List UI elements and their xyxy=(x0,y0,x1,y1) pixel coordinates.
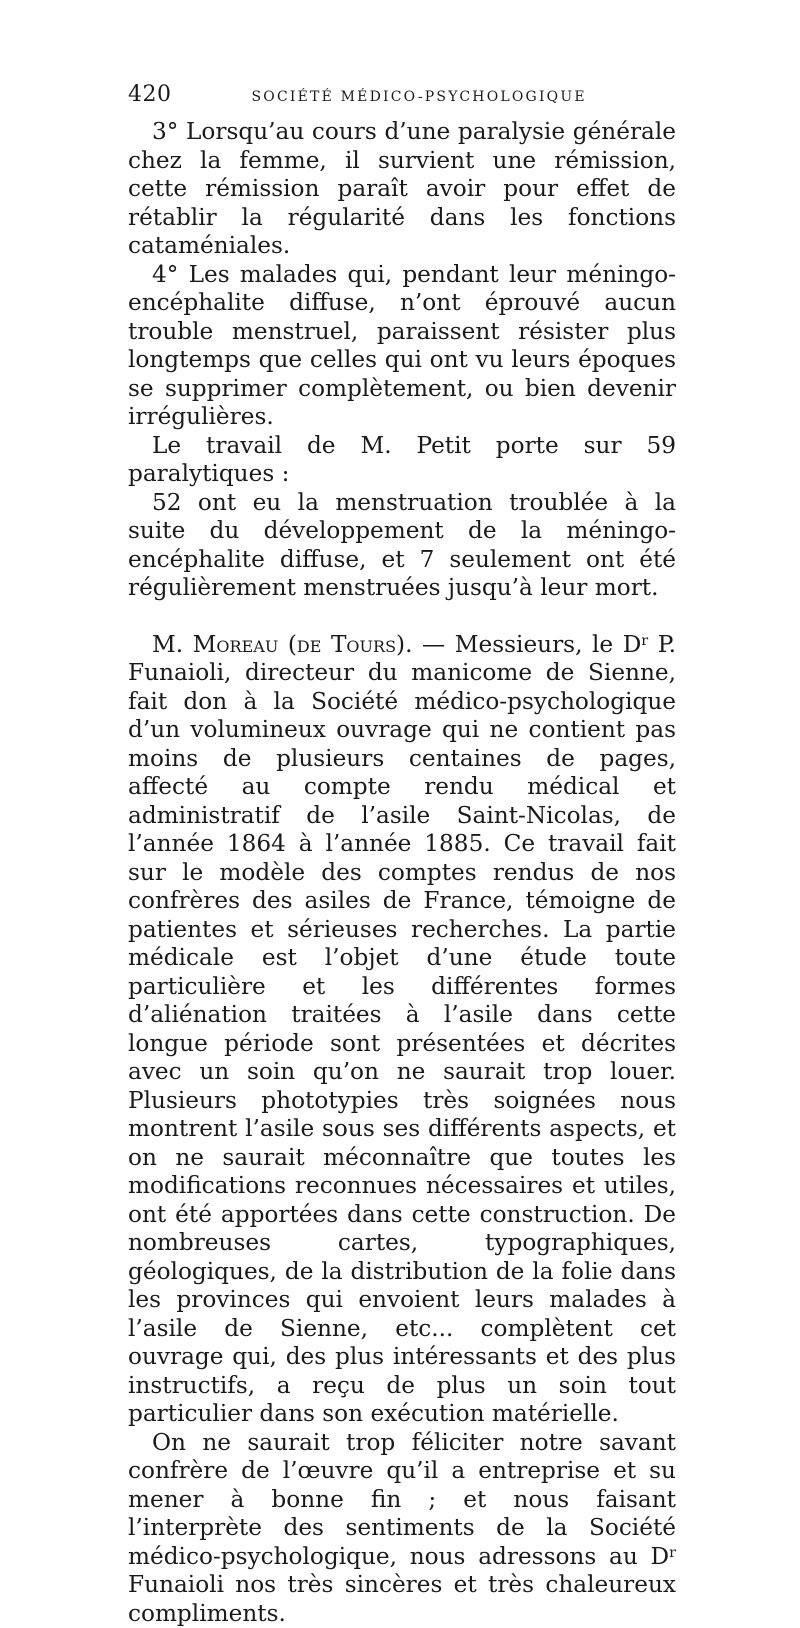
speech-lead: . — Messieurs, le D xyxy=(405,631,641,658)
speaker-prefix: M. xyxy=(152,631,193,658)
paragraph-statistics: 52 ont eu la menstruation troublée à la suite du développement de la méningo-encéphalite diffuse, et 7 seulement ont été régulièrement menstruées jusqu’à leur mort. xyxy=(128,489,676,603)
paragraph-moreau-speech xyxy=(128,631,676,1429)
speaker-name: Moreau (de Tours) xyxy=(193,631,405,658)
body-text xyxy=(128,118,676,1628)
speech-body: P. Funaioli, directeur du manicome de Sienne, fait don à la Société médico-psychologique d’un volumineux ouvrage qui ne contient pas moins de plusieurs centaines de pages, affecté au compte rendu médical et administratif de l’asile Saint-Nicolas, de l’année 1864 à l’année 1885. Ce travail fait sur le modèle des comptes rendus de nos confrères des asiles de France, témoigne de patientes et sérieuses recherches. La partie médicale est l’objet d’une étude toute particulière et les différentes formes d’aliénation traitées à l’asile dans cette longue période sont présentées et décrites avec un soin qu’on ne saurait trop louer. Plusieurs phototypies très soignées nous montrent l’asile sous ses différents aspects, et on ne saurait méconnaître que toutes les modifications reconnues nécessaires et utiles, ont été apportées dans cette construction. De nombreuses cartes, typographiques, géologiques, de la distribution de la folie dans les provinces qui envoient leurs malades à l’asile de Sienne, etc... complètent cet ouvrage qui, des plus intéressants et des plus instructifs, a reçu de plus un soin tout particulier dans son exécution matérielle. xyxy=(128,631,676,1428)
doctor-superscript: r xyxy=(669,1544,676,1560)
running-header xyxy=(128,82,676,112)
paragraph-remission: 3° Lorsqu’au cours d’une paralysie générale chez la femme, il survient une rémission, cette rémission paraît avoir pour effet de rétablir la régularité dans les fonctions cataméniales. xyxy=(128,118,676,261)
running-title: SOCIÉTÉ MÉDICO-PSYCHOLOGIQUE xyxy=(252,89,587,105)
paragraph-petit-work: Le travail de M. Petit porte sur 59 paralytiques : xyxy=(128,432,676,489)
congrats-lead: On ne saurait trop féliciter notre savant confrère de l’œuvre qu’il a entreprise et su mener à bonne fin ; et nous faisant l’interprète des sentiments de la Société médico-psychologique, nous adressons au D xyxy=(128,1429,676,1570)
paragraph-congratulations xyxy=(128,1429,676,1628)
doctor-superscript: r xyxy=(641,632,648,648)
congrats-rest: Funaioli nos très sincères et très chaleureux compliments. xyxy=(128,1571,676,1627)
paragraph-menstrual-trouble: 4° Les malades qui, pendant leur méningo-encéphalite diffuse, n’ont éprouvé aucun trouble menstruel, paraissent résister plus longtemps que celles qui ont vu leurs époques se supprimer complètement, ou bien devenir irrégulières. xyxy=(128,261,676,432)
page-number: 420 xyxy=(128,82,172,107)
